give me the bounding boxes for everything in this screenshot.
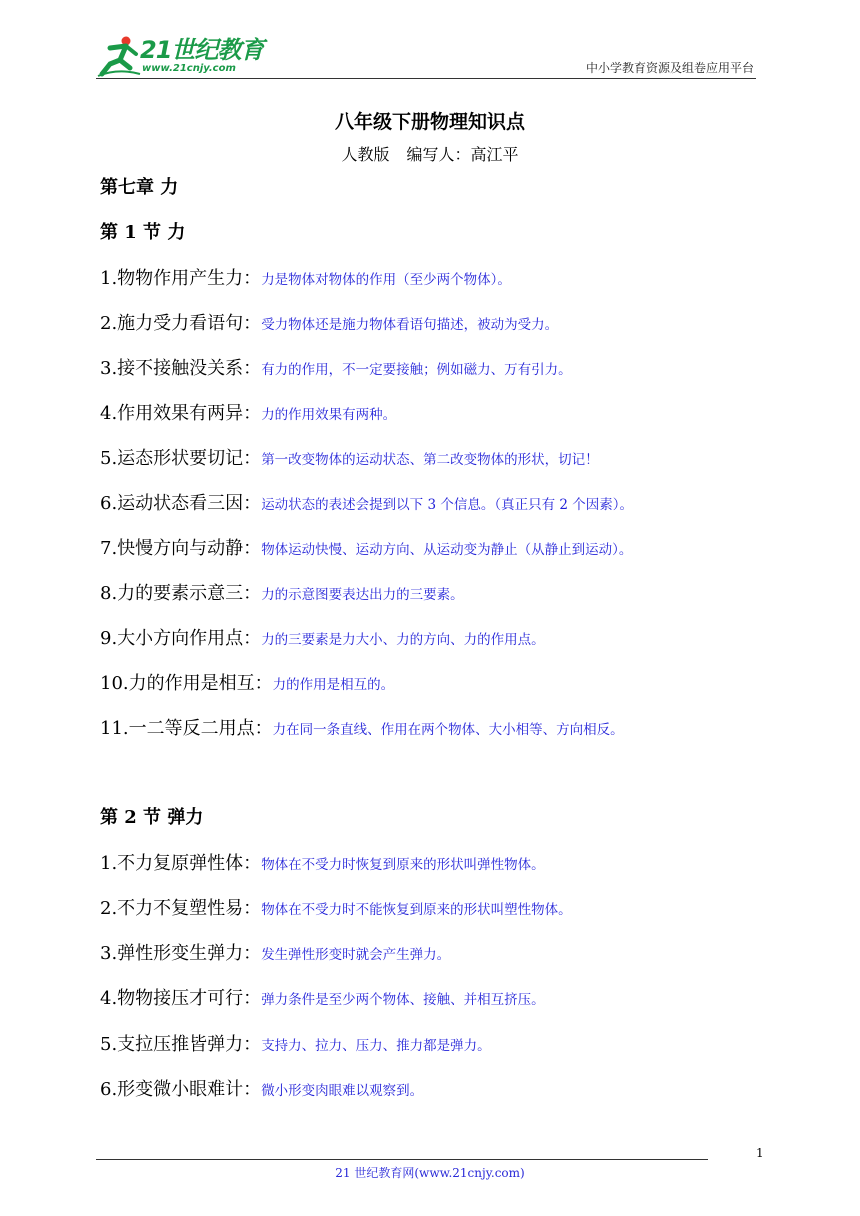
- list-item: [100, 492, 633, 517]
- list-item: [100, 357, 572, 382]
- section-heading: 第 2 节 弹力: [100, 807, 204, 828]
- item-value: 发生弹性形变时就会产生弹力。: [261, 947, 451, 963]
- item-value: 力的三要素是力大小、力的方向、力的作用点。: [261, 632, 545, 648]
- logo-url: www.21cnjy.com: [142, 63, 236, 74]
- header-platform-text: 中小学教育资源及组卷应用平台: [585, 61, 754, 75]
- page-title: 八年级下册物理知识点: [334, 111, 525, 133]
- list-item: [100, 942, 450, 967]
- item-value: 运动状态的表述会提到以下 3 个信息。（真正只有 2 个因素）。: [261, 497, 634, 513]
- list-item: [100, 1033, 491, 1058]
- site-logo: [96, 34, 266, 78]
- footer-divider: [96, 1159, 708, 1160]
- list-item: [100, 717, 624, 742]
- list-item: [100, 987, 545, 1012]
- item-value: 力在同一条直线、作用在两个物体、大小相等、方向相反。: [272, 722, 624, 738]
- list-item: [100, 897, 572, 922]
- item-key: 2.不力不复塑性易：: [100, 898, 262, 919]
- item-value: 受力物体还是施力物体看语句描述，被动为受力。: [261, 317, 559, 333]
- list-item: [100, 312, 558, 337]
- item-key: 4.作用效果有两异：: [100, 403, 262, 424]
- list-item: [100, 672, 394, 697]
- item-key: 1.物物作用产生力：: [100, 268, 262, 289]
- author-label: 编写人：高江平: [406, 145, 519, 164]
- item-value: 弹力条件是至少两个物体、接触、并相互挤压。: [261, 992, 545, 1008]
- header-divider: [96, 78, 756, 79]
- list-item: [100, 627, 545, 652]
- runner-logo-icon: [96, 34, 142, 78]
- item-key: 6.形变微小眼难计：: [100, 1079, 262, 1100]
- list-item: [100, 537, 632, 562]
- item-value: 力的示意图要表达出力的三要素。: [261, 587, 464, 603]
- item-key: 1.不力复原弹性体：: [100, 853, 262, 874]
- list-item: [100, 402, 396, 427]
- item-key: 5.运态形状要切记：: [100, 448, 262, 469]
- item-key: 5.支拉压推皆弹力：: [100, 1034, 262, 1055]
- item-value: 力的作用是相互的。: [272, 677, 395, 693]
- item-key: 2.施力受力看语句：: [100, 313, 262, 334]
- item-key: 8.力的要素示意三：: [100, 583, 262, 604]
- page-subtitle: [0, 144, 860, 166]
- item-value: 有力的作用，不一定要接触；例如磁力、万有引力。: [261, 362, 572, 378]
- item-value: 物体在不受力时恢复到原来的形状叫弹性物体。: [261, 857, 545, 873]
- item-key: 6.运动状态看三因：: [100, 493, 262, 514]
- item-key: 11.一二等反二用点：: [100, 718, 273, 739]
- list-item: [100, 1078, 423, 1103]
- item-key: 7.快慢方向与动静：: [100, 538, 262, 559]
- item-value: 微小形变肉眼难以观察到。: [261, 1083, 424, 1099]
- item-key: 9.大小方向作用点：: [100, 628, 262, 649]
- edition-label: 人教版: [341, 145, 390, 164]
- section-heading: 第 1 节 力: [100, 222, 186, 243]
- list-item: [100, 447, 599, 472]
- list-item: [100, 852, 545, 877]
- chapter-heading: 第七章 力: [100, 177, 179, 198]
- item-value: 物体运动快慢、运动方向、从运动变为静止（从静止到运动）。: [261, 542, 633, 558]
- page-number: 1: [756, 1146, 764, 1160]
- item-key: 3.接不接触没关系：: [100, 358, 262, 379]
- footer-link[interactable]: 21 世纪教育网(www.21cnjy.com): [335, 1166, 525, 1180]
- item-key: 4.物物接压才可行：: [100, 988, 262, 1009]
- logo-text: 21世纪教育: [140, 36, 264, 64]
- item-value: 力的作用效果有两种。: [261, 407, 397, 423]
- item-value: 第一改变物体的运动状态、第二改变物体的形状，切记！: [261, 452, 599, 468]
- item-key: 10.力的作用是相互：: [100, 673, 273, 694]
- item-value: 力是物体对物体的作用（至少两个物体）。: [261, 272, 511, 288]
- list-item: [100, 267, 511, 292]
- item-value: 物体在不受力时不能恢复到原来的形状叫塑性物体。: [261, 902, 572, 918]
- item-value: 支持力、拉力、压力、推力都是弹力。: [261, 1038, 491, 1054]
- list-item: [100, 582, 464, 607]
- item-key: 3.弹性形变生弹力：: [100, 943, 262, 964]
